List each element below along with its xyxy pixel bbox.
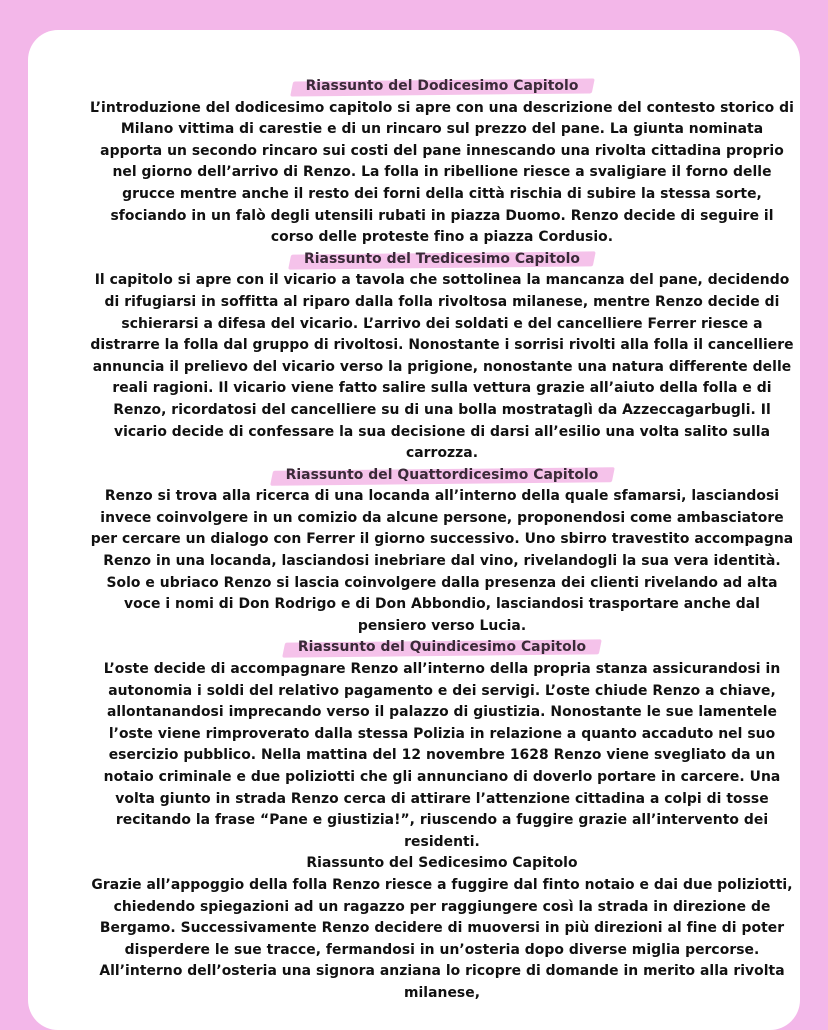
section-capitolo-16 (88, 853, 796, 1004)
content-card (28, 30, 800, 1030)
section-text: L’oste decide di accompagnare Renzo all’interno della propria stanza assicurandosi in autonomia i soldi del relativo pagamento e dei servigi. L’oste chiude Renzo a chiave, allontanandosi imprecando verso il palazzo di giustizia. Nonostante le sue lamentele l’oste viene rimproverato dalla stessa Polizia in relazione a quanto accaduto nel suo esercizio pubblico. Nella mattina del 12 novembre 1628 Renzo viene svegliato da un notaio criminale e due poliziotti che gli annunciano di doverlo portare in carcere. Una volta giunto in strada Renzo cerca di attirare l’attenzione cittadina a colpi di tosse recitando la frase “Pane e giustizia!”, riuscendo a fuggire grazie all’intervento dei residenti. (103, 661, 781, 850)
section-title (88, 637, 796, 659)
section-text: Grazie all’appoggio della folla Renzo riesce a fuggire dal finto notaio e dai due poliziotti, chiedendo spiegazioni ad un ragazzo per raggiungere così la strada in direzione de Bergamo. Successivamente Renzo decidere di muoversi in più direzioni al fine di poter disperdere le sue tracce, fermandosi in un’osteria dopo diverse miglia percorse. All’interno dell’osteria una signora anziana lo ricopre di domande in merito alla rivolta milanese, (91, 876, 793, 1001)
section-title-text: Riassunto del Sedicesimo Capitolo (306, 855, 578, 872)
section-text: L’introduzione del dodicesimo capitolo si apre con una descrizione del contesto storico di Milano vittima di carestie e di un rincaro sul prezzo del pane. La giunta nominata apporta un secondo rincaro sui costi del pane innescando una rivolta cittadina proprio nel giorno dell’arrivo di Renzo. La folla in ribellione riesce a svaligiare il forno delle grucce mentre anche il resto dei forni della città rischia di subire la stessa sorte, sfociando in un falò degli utensili rubati in piazza Duomo. Renzo decide di seguire il corso delle proteste fino a piazza Cordusio. (90, 99, 794, 246)
section-title-text: Riassunto del Dodicesimo Capitolo (298, 76, 587, 98)
section-text: Il capitolo si apre con il vicario a tavola che sottolinea la mancanza del pane, decidendo di rifugiarsi in soffitta al riparo dalla folla rivoltosa milanese, mentre Renzo decide di schierarsi a difesa del vicario. L’arrivo dei soldati e del cancelliere Ferrer riesce a distrarre la folla dal gruppo di rivoltosi. Nonostante i sorrisi rivolti alla folla il cancelliere annuncia il prelievo del vicario verso la prigione, nonostante una natura differente delle reali ragioni. Il vicario viene fatto salire sulla vettura grazie all’aiuto della folla e di Renzo, ricordatosi del cancelliere su di una bolla mostrataglì da Azzeccagarbugli. Il vicario decide di confessare la sua decisione di darsi all’esilio una volta salito sulla carrozza. (90, 272, 794, 462)
document-body (88, 76, 796, 1005)
section-title-text: Riassunto del Quattordicesimo Capitolo (278, 465, 607, 487)
section-title (88, 465, 796, 487)
section-capitolo-12 (88, 76, 796, 249)
section-title (88, 249, 796, 271)
section-capitolo-15 (88, 637, 796, 853)
section-title-text: Riassunto del Quindicesimo Capitolo (290, 637, 594, 659)
section-title-text: Riassunto del Tredicesimo Capitolo (296, 249, 588, 271)
section-text: Renzo si trova alla ricerca di una locanda all’interno della quale sfamarsi, lasciandosi invece coinvolgere in un comizio da alcune persone, proponendosi come ambasciatore per cercare un dialogo con Ferrer il giorno successivo. Uno sbirro travestito accompagna Renzo in una locanda, lasciandosi inebriare dal vino, rivelandogli la sua vera identità. Solo e ubriaco Renzo si lascia coinvolgere dalla presenza dei clienti rivelando ad alta voce i nomi di Don Rodrigo e di Don Abbondio, lasciandosi trasportare anche dal pensiero verso Lucia. (90, 488, 794, 634)
section-capitolo-14 (88, 465, 796, 638)
section-title (88, 853, 796, 875)
section-title (88, 76, 796, 98)
section-capitolo-13 (88, 249, 796, 465)
